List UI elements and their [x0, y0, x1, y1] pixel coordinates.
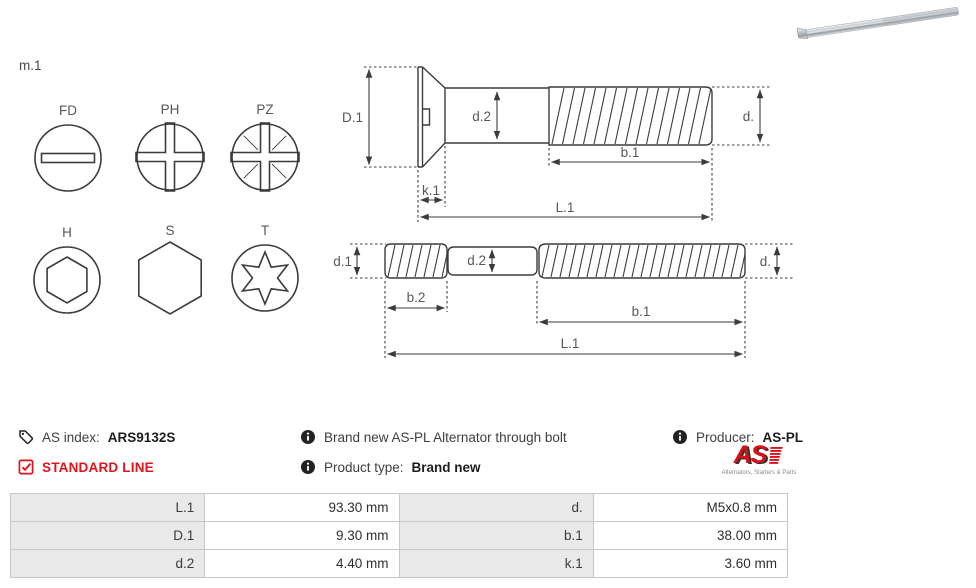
drive-type-h: [34, 225, 100, 313]
tag-icon: [18, 429, 34, 445]
screw-slot-profile: [423, 109, 430, 125]
value-cell: M5x0.8 mm: [593, 494, 787, 522]
dim-label-k1: k.1: [421, 183, 441, 198]
product-type-row: [300, 459, 481, 475]
product-type-label: Product type:: [324, 459, 404, 475]
standard-line-row: [18, 459, 154, 475]
dim-label-d-bottom: d.: [759, 254, 771, 269]
value-cell: 38.00 mm: [593, 522, 787, 550]
thread-outline: [549, 87, 712, 145]
param-cell: L.1: [11, 494, 205, 522]
dim-label-d2-top: d.2: [472, 109, 491, 124]
info-icon: [300, 459, 316, 475]
drive-type-s: [139, 223, 201, 314]
producer-label: Producer:: [696, 429, 755, 445]
param-cell: D.1: [11, 522, 205, 550]
as-pl-logo-tagline: Alternators, Starters & Parts: [721, 470, 797, 476]
table-row: [11, 522, 788, 550]
drive-type-ph-label: PH: [160, 102, 180, 117]
as-pl-logo-text: AS: [733, 441, 767, 469]
checkbox-checked-icon: [18, 459, 34, 475]
table-row: [11, 494, 788, 522]
stud-side-view: [385, 244, 747, 278]
drive-type-pz-label: PZ: [256, 102, 274, 117]
as-pl-logo: [720, 443, 798, 476]
torx-drive-icon: [232, 245, 298, 311]
as-index-label: AS index:: [42, 429, 100, 445]
drive-type-t: [232, 223, 298, 311]
drive-type-fd-label: FD: [59, 103, 77, 118]
dim-label-L1-bottom: L.1: [560, 336, 580, 351]
param-cell: b.1: [399, 522, 593, 550]
pozidriv-drive-icon: [232, 124, 298, 190]
product-type-value: Brand new: [411, 459, 481, 475]
dim-label-b1-top: b.1: [620, 145, 640, 160]
dim-label-d-top: d.: [742, 109, 754, 124]
hex-external-drive-icon: [139, 242, 201, 314]
description-row: [300, 429, 567, 445]
dim-label-b2: b.2: [406, 290, 426, 305]
slot-drive-icon: [35, 125, 101, 191]
param-cell: d.: [399, 494, 593, 522]
head-drive-types: [10, 95, 310, 330]
dim-label-L1-top: L.1: [555, 200, 575, 215]
dim-label-b1-bottom: b.1: [631, 304, 651, 319]
param-cell: d.2: [11, 550, 205, 578]
drive-type-t-label: T: [260, 223, 270, 238]
drive-type-pz: [231, 102, 299, 191]
value-cell: 93.30 mm: [205, 494, 399, 522]
info-icon: [672, 429, 688, 445]
value-cell: 9.30 mm: [205, 522, 399, 550]
param-cell: k.1: [399, 550, 593, 578]
dim-label-D1: D.1: [341, 110, 363, 125]
module-label: m.1: [19, 58, 42, 73]
product-description: Brand new AS-PL Alternator through bolt: [324, 429, 567, 445]
value-cell: 4.40 mm: [205, 550, 399, 578]
technical-drawings: [330, 55, 800, 375]
table-row: [11, 550, 788, 578]
drive-type-ph: [136, 102, 204, 191]
drive-type-fd: [35, 103, 101, 191]
phillips-drive-icon: [137, 124, 203, 190]
dim-label-d1: d.1: [333, 254, 352, 269]
dim-label-d2-bottom: d.2: [467, 253, 486, 268]
as-pl-logo-stripes: [767, 444, 784, 468]
bolt-side-view: [418, 67, 712, 167]
bolt-photo-shape: [797, 4, 959, 40]
producer-value: AS-PL: [762, 429, 804, 445]
value-cell: 3.60 mm: [593, 550, 787, 578]
product-photo-bolt: [788, 0, 976, 48]
standard-line-badge: STANDARD LINE: [42, 459, 154, 475]
drive-type-h-label: H: [62, 225, 72, 240]
info-icon: [300, 429, 316, 445]
spec-table: [10, 493, 788, 578]
as-index-row: [18, 429, 175, 445]
thread-hatching: [552, 88, 711, 144]
as-index-value: ARS9132S: [107, 429, 176, 445]
drive-type-s-label: S: [165, 223, 175, 238]
